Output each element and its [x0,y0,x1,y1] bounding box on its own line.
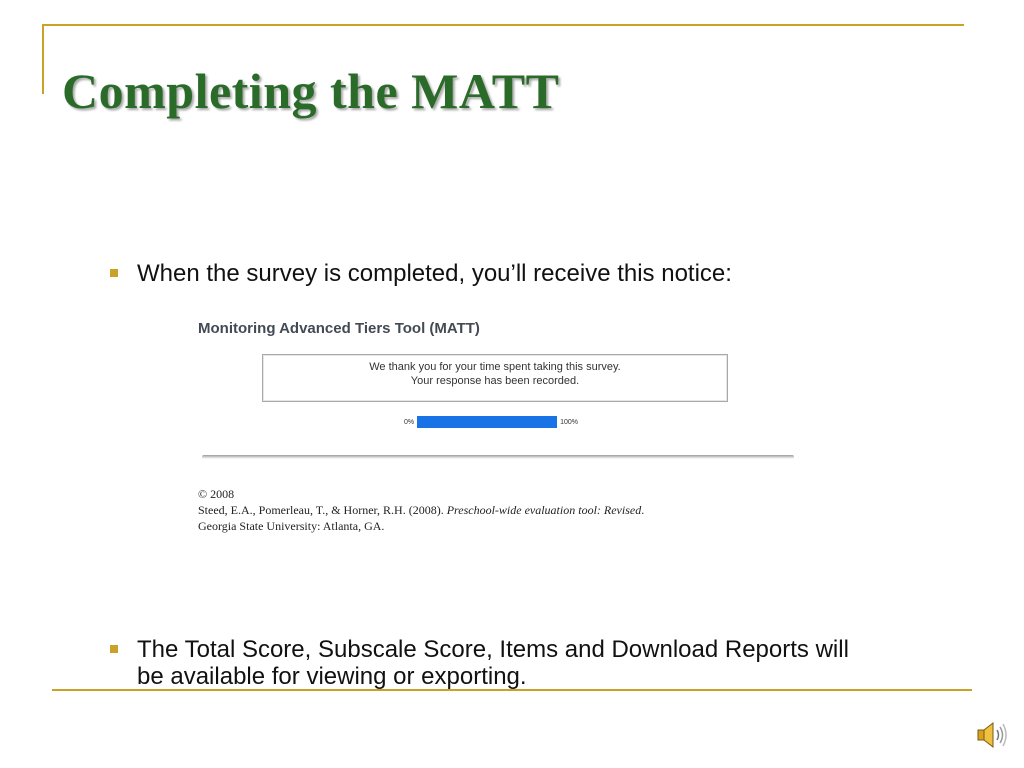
progress-bar [417,416,557,428]
notice-divider [202,455,794,459]
progress-start-label: 0% [404,418,415,426]
notice-message-line: Your response has been recorded. [410,375,580,387]
frame-top-line [42,24,964,26]
bullet-text: The Total Score, Subscale Score, Items and Download Reports will be available for viewing or exporting. [137,636,849,690]
speaker-icon[interactable] [974,720,1010,750]
frame-left-line [42,24,44,94]
progress-row [404,416,578,428]
citation-publisher: Georgia State University: Atlanta, GA. [198,519,385,533]
notice-message-line: We thank you for your time spent taking this survey. [369,361,621,373]
progress-end-label: 100% [560,418,579,426]
progress-bar-fill [417,416,557,428]
bullet-text: When the survey is completed, you’ll receive this notice: [137,260,732,287]
notice-title: Monitoring Advanced Tiers Tool (MATT) [198,320,480,337]
notice-message-box [262,354,728,402]
bullet-square-icon [110,645,118,653]
citation-period: . [641,503,645,517]
bullet-square-icon [110,269,118,277]
bullet-item [110,260,732,287]
slide-title: Completing the MATT [62,63,560,119]
citation [198,486,644,534]
bullet-item [110,636,850,690]
citation-copyright: © 2008 [198,487,235,501]
survey-complete-notice [198,314,798,544]
citation-work-title: Preschool-wide evaluation tool: Revised [446,503,642,517]
citation-reference [198,502,644,518]
citation-authors: Steed, E.A., Pomerleau, T., & Horner, R.H. (2008). [198,503,447,517]
